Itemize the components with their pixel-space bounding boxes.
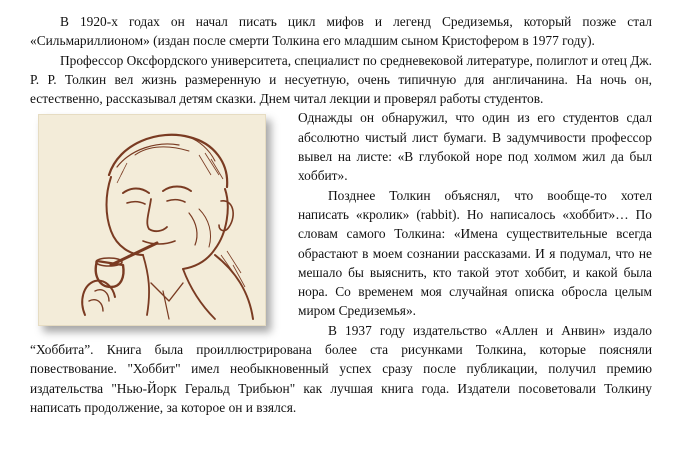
paragraph-2: Профессор Оксфордского университета, специалист по средневековой литературе, полиглот и отец Дж. Р. Р. Толкин вел жизнь размеренную и несуетную, очень типичную для англичанина. На ночь он, естественно, рассказывал детям сказки. Днем читал лекции и проверял работы студентов. <box>30 52 653 107</box>
paragraph-4: Позднее Толкин объяснял, что вообще-то хотел написать «кролик» (rabbit). Но написалось «хоббит»… По словам самого Толкина: «Имена существительные всегда обрастают в моем сознании рассказами. И я подумал, что не мешало бы выяснить, кто такой этот хоббит, и какой была нора. Со временем моя случайная описка обросла целым миром Средиземья». <box>298 187 652 319</box>
paragraph-3: Однажды он обнаружил, что один из его студентов сдал абсолютно чистый лист бумаги. В задумчивости профессор вывел на листе: «В глубокой норе под холмом жил да был хоббит». <box>298 110 652 184</box>
paragraph-1: В 1920-х годах он начал писать цикл мифов и легенд Средиземья, который позже стал «Сильмариллионом» (издан после смерти Толкина его младшим сыном Кристофером в 1977 году). <box>30 14 652 49</box>
paragraph-5: В 1937 году издательство «Аллен и Анвин» издало “Хоббита”. Книга была проиллюстрирована более ста рисунками Толкина, которые поясняли повествование. "Хоббит" имел необыкновенный успех сразу после публикации, получил премию издательства "Нью-Йорк Геральд Трибьюн" как лучшая книга года. Издатели посоветовали Толкину написать продолжение, за которое он и взялся. <box>30 322 652 415</box>
article-text <box>30 12 652 417</box>
portrait-sketch-icon <box>38 114 266 326</box>
